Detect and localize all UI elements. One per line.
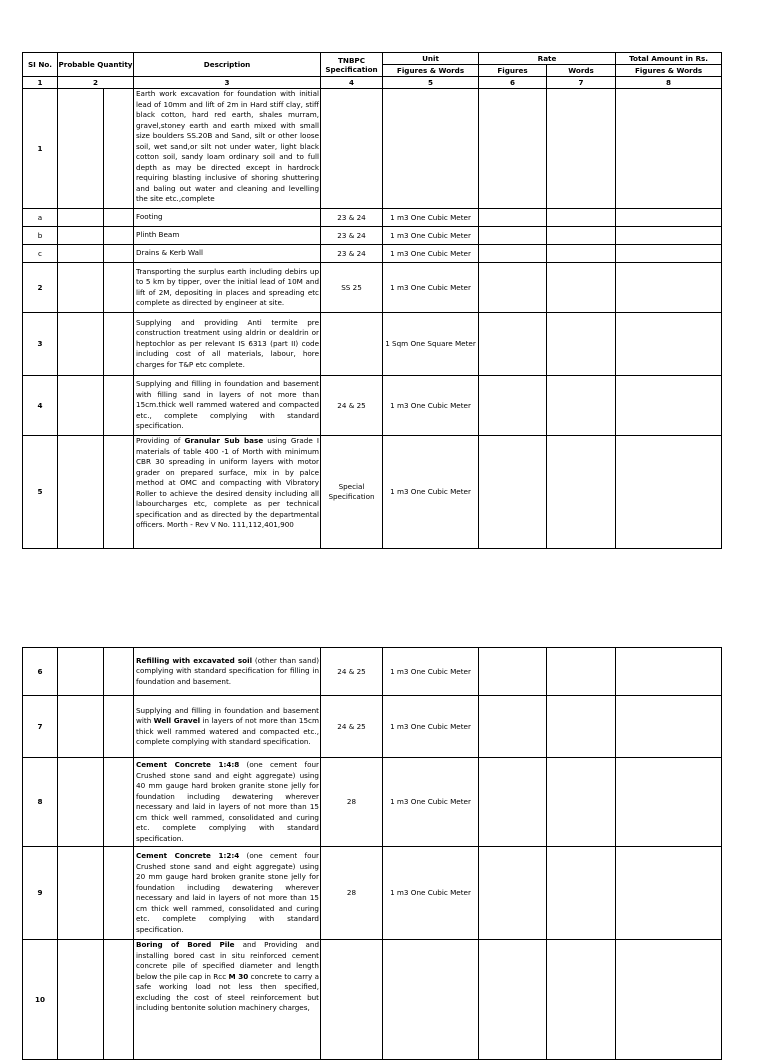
item-unit: 1 m3 One Cubic Meter (383, 847, 479, 940)
table-row (23, 227, 722, 245)
item-description: Footing (134, 209, 321, 227)
item-description: Supplying and filling in foundation and basement with filling sand in layers of not more than 15cm.thick well rammed watered and compacted etc., complete complying with standard specification. (134, 376, 321, 436)
header-unit: Unit (383, 53, 479, 65)
item-specification: 23 & 24 (321, 209, 383, 227)
table-row (23, 696, 722, 758)
column-number-row (23, 77, 722, 89)
header-sl-no: SI No. (23, 53, 58, 77)
boq-table-page-1 (22, 52, 722, 549)
item-sl-no: b (23, 227, 58, 245)
column-number: 3 (134, 77, 321, 89)
item-specification: 24 & 25 (321, 376, 383, 436)
item-specification (321, 940, 383, 1060)
table-row (23, 245, 722, 263)
item-description: Supplying and filling in foundation and basement with Well Gravel in layers of not more than 15cm thick well rammed watered and compacted etc., complete complying with standard specification. (134, 696, 321, 758)
table-row (23, 89, 722, 209)
item-description: Refilling with excavated soil (other than sand) complying with standard specification for filling in foundation and basement. (134, 648, 321, 696)
item-sl-no: 5 (23, 436, 58, 549)
item-sl-no: a (23, 209, 58, 227)
item-unit: 1 m3 One Cubic Meter (383, 648, 479, 696)
item-sl-no: 9 (23, 847, 58, 940)
column-number: 7 (547, 77, 616, 89)
item-specification: Special Specification (321, 436, 383, 549)
item-sl-no: 10 (23, 940, 58, 1060)
item-description: Earth work excavation for foundation with initial lead of 10mm and lift of 2m in Hard stiff clay, stiff black cotton, hard red earth, shales murram, gravel,stoney earth and earth mixed with small size boulders SS.20B and Sand, silt or other loose soil, wet sand,or silt not under water, light black cotton soil, sandy loam ordinary soil and to full depth as may be directed except in hardrock requiring blasting inclusive of shoring shuttering and baling out water and cleaning and levelling the site etc.,complete (134, 89, 321, 209)
item-specification: 28 (321, 847, 383, 940)
item-specification: 23 & 24 (321, 245, 383, 263)
item-specification: 28 (321, 758, 383, 847)
table-row (23, 436, 722, 549)
item-unit: 1 m3 One Cubic Meter (383, 436, 479, 549)
column-number: 1 (23, 77, 58, 89)
column-number: 6 (479, 77, 547, 89)
table-row (23, 376, 722, 436)
item-unit: 1 m3 One Cubic Meter (383, 245, 479, 263)
table-row (23, 940, 722, 1060)
header-rate-words: Words (547, 65, 616, 77)
item-unit: 1 m3 One Cubic Meter (383, 758, 479, 847)
item-description: Drains & Kerb Wall (134, 245, 321, 263)
item-unit: 1 m3 One Cubic Meter (383, 227, 479, 245)
item-unit: 1 m3 One Cubic Meter (383, 376, 479, 436)
item-description: Plinth Beam (134, 227, 321, 245)
table-row (23, 648, 722, 696)
item-unit: 1 m3 One Cubic Meter (383, 209, 479, 227)
header-total-sub: Figures & Words (616, 65, 722, 77)
table-row (23, 209, 722, 227)
column-number: 8 (616, 77, 722, 89)
item-description: Providing of Granular Sub base using Grade I materials of table 400 -1 of Morth with minimum CBR 30 spreading in uniform layers with motor grader on prepared surface, mix in by palce method at OMC and compacting with Vibratory Roller to achieve the desired density including all labourcharges etc, complete as per technical specification and as directed by the departmental officers. Morth - Rev V No. 111,112,401,900 (134, 436, 321, 549)
header-rate: Rate (479, 53, 616, 65)
item-description: Boring of Bored Pile and Providing and installing bored cast in situ reinforced cement concrete pile of specified diameter and length below the pile cap in Rcc M 30 concrete to carry a safe working load not less then specified, excluding the cost of steel reinforcement but including bentonite solution machinery charges, (134, 940, 321, 1060)
boq-table-page-2 (22, 647, 722, 1060)
item-specification (321, 313, 383, 376)
header-tnbpc-specification: TNBPC Specification (321, 53, 383, 77)
table-row (23, 758, 722, 847)
column-number: 4 (321, 77, 383, 89)
item-unit: 1 m3 One Cubic Meter (383, 263, 479, 313)
header-total-amount: Total Amount in Rs. (616, 53, 722, 65)
item-specification: 24 & 25 (321, 696, 383, 758)
item-specification (321, 89, 383, 209)
item-sl-no: 8 (23, 758, 58, 847)
header-unit-sub: Figures & Words (383, 65, 479, 77)
table-row (23, 847, 722, 940)
column-number: 2 (58, 77, 134, 89)
item-sl-no: 1 (23, 89, 58, 209)
table-row (23, 263, 722, 313)
item-unit (383, 940, 479, 1060)
table-row (23, 313, 722, 376)
column-number: 5 (383, 77, 479, 89)
item-specification: 23 & 24 (321, 227, 383, 245)
item-sl-no: 4 (23, 376, 58, 436)
header-description: Description (134, 53, 321, 77)
item-sl-no: 6 (23, 648, 58, 696)
item-description: Supplying and providing Anti termite pre construction treatment using aldrin or dealdrin or heptochlor as per relevant IS 6313 (part II) code including cost of all materials, labour, hore charges for T&P etc complete. (134, 313, 321, 376)
header-probable-quantity: Probable Quantity (58, 53, 134, 77)
item-description: Cement Concrete 1:2:4 (one cement four Crushed stone sand and eight aggregate) using 20 mm gauge hard broken granite stone jelly for foundation including dewatering wherever necessary and laid in layers of not more than 15 cm thick well rammed, consolidated and curing etc. complete complying with standard specification. (134, 847, 321, 940)
item-unit: 1 m3 One Cubic Meter (383, 696, 479, 758)
item-sl-no: 3 (23, 313, 58, 376)
item-unit: 1 Sqm One Square Meter (383, 313, 479, 376)
item-specification: 24 & 25 (321, 648, 383, 696)
item-specification: SS 25 (321, 263, 383, 313)
item-description: Transporting the surplus earth including debirs up to 5 km by tipper, over the initial lead of 10M and lift of 2M, depositing in places and spreading etc complete as directed by engineer at site. (134, 263, 321, 313)
item-sl-no: 2 (23, 263, 58, 313)
item-unit (383, 89, 479, 209)
item-sl-no: c (23, 245, 58, 263)
header-rate-figures: Figures (479, 65, 547, 77)
item-sl-no: 7 (23, 696, 58, 758)
item-description: Cement Concrete 1:4:8 (one cement four Crushed stone sand and eight aggregate) using 40 mm gauge hard broken granite stone jelly for foundation including dewatering wherever necessary and laid in layers of not more than 15 cm thick well rammed, consolidated and curing etc. complete complying with standard specification. (134, 758, 321, 847)
